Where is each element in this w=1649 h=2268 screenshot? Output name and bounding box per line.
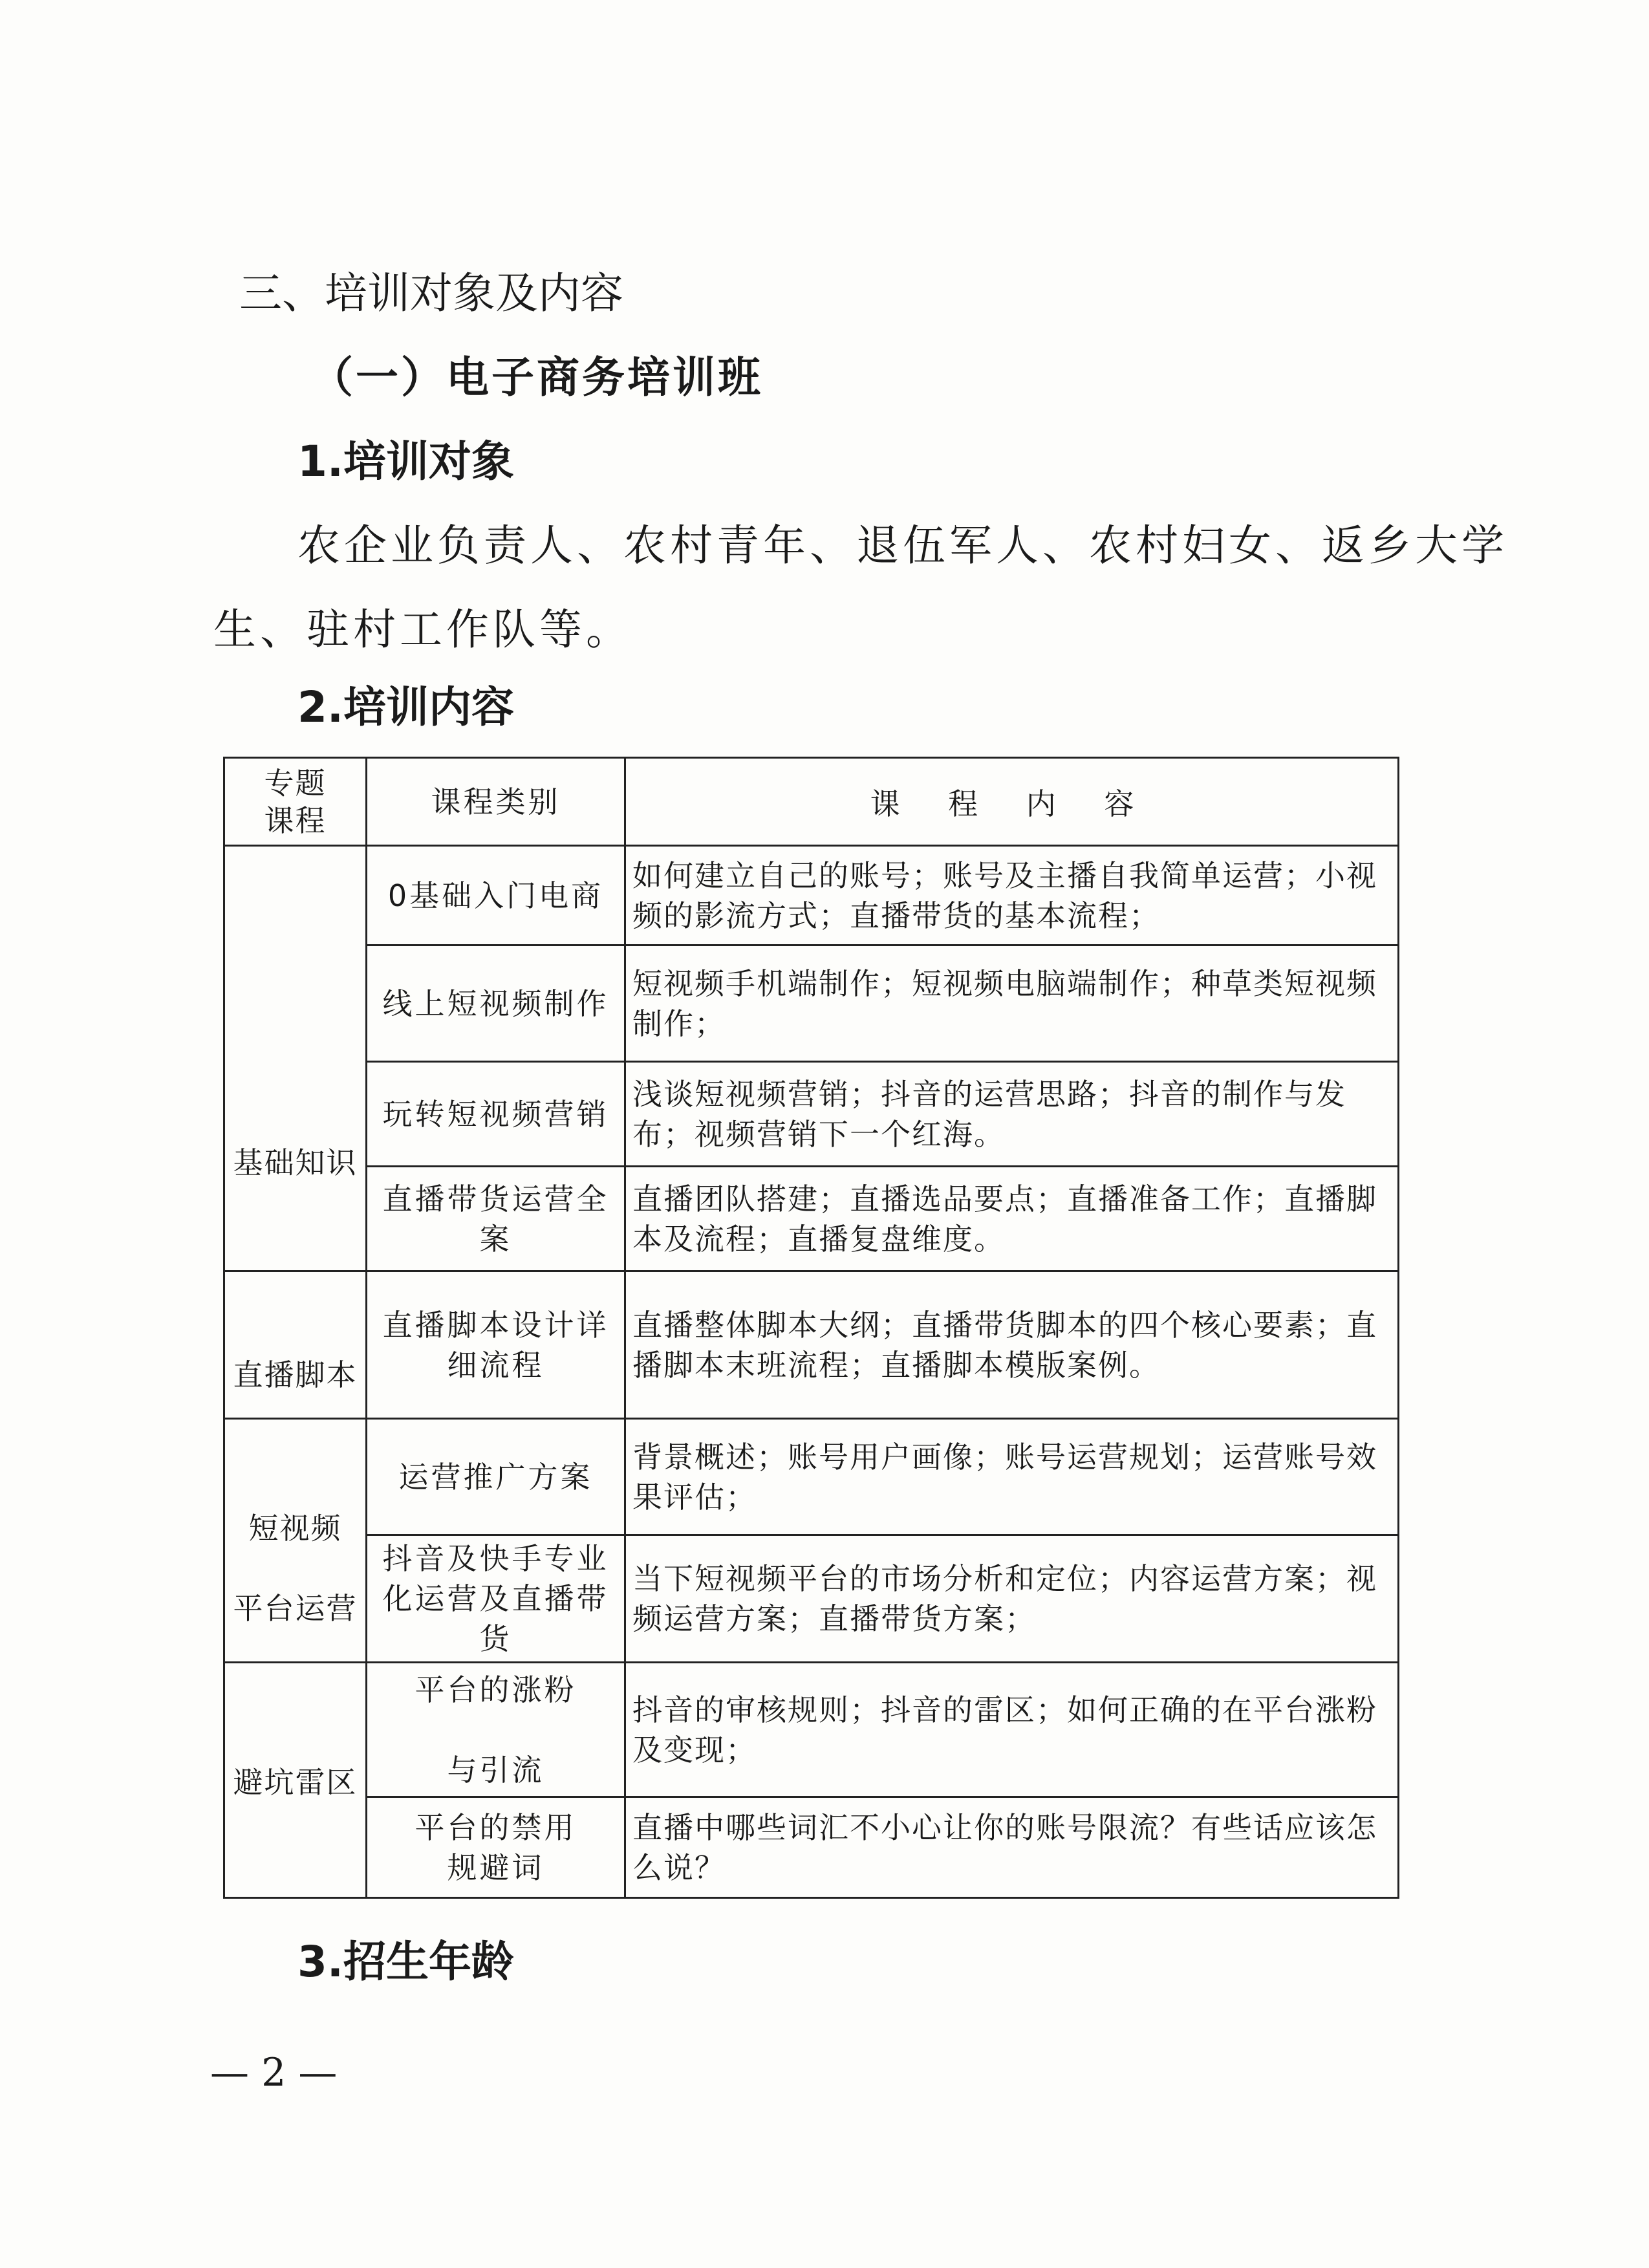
topic-cell: 短视频 平台运营 [224,1419,367,1663]
category-cell: 线上短视频制作 [367,945,625,1062]
category-cell: 0基础入门电商 [367,846,625,945]
table-row [224,1271,1399,1419]
category-cell: 平台的禁用 规避词 [367,1797,625,1898]
table-row [224,1062,1399,1167]
content-cell: 直播整体脚本大纲；直播带货脚本的四个核心要素；直播脚本末班流程；直播脚本模版案例。 [625,1271,1399,1419]
header-topic: 专题 课程 [224,758,367,846]
header-category: 课程类别 [367,758,625,846]
item1-title: 1.培训对象 [297,437,514,486]
subsection-title: （一）电子商务培训班 [310,352,763,402]
table-row [224,945,1399,1062]
item3-title: 3.招生年龄 [297,1937,514,1987]
page-number: — 2 — [210,2050,338,2095]
category-cell: 直播脚本设计详细流程 [367,1271,625,1419]
content-cell: 背景概述；账号用户画像；账号运营规划；运营账号效果评估； [625,1419,1399,1535]
topic-cell: 避坑雷区 [224,1663,367,1898]
category-cell: 运营推广方案 [367,1419,625,1535]
content-cell: 直播团队搭建；直播选品要点；直播准备工作；直播脚本及流程；直播复盘维度。 [625,1167,1399,1271]
content-cell: 当下短视频平台的市场分析和定位；内容运营方案；视频运营方案；直播带货方案； [625,1535,1399,1663]
table-row [224,846,1399,945]
table-row [224,1535,1399,1663]
category-cell: 直播带货运营全案 [367,1167,625,1271]
table-row [224,1419,1399,1535]
course-table [223,757,1399,1899]
section-title: 三、培训对象及内容 [239,268,623,318]
item1-text-line2: 生、驻村工作队等。 [213,605,632,654]
table-header-row [224,758,1399,846]
category-cell: 玩转短视频营销 [367,1062,625,1167]
table-row [224,1663,1399,1797]
item2-title: 2.培训内容 [297,682,514,732]
topic-cell: 基础知识 [224,846,367,1271]
table-row [224,1167,1399,1271]
header-content: 课 程 内 容 [625,758,1399,846]
content-cell: 直播中哪些词汇不小心让你的账号限流？有些话应该怎么说？ [625,1797,1399,1898]
category-cell: 平台的涨粉 与引流 [367,1663,625,1797]
item1-text-line1: 农企业负责人、农村青年、退伍军人、农村妇女、返乡大学 [297,521,1508,570]
content-cell: 如何建立自己的账号；账号及主播自我简单运营；小视频的影流方式；直播带货的基本流程； [625,846,1399,945]
category-cell: 抖音及快手专业化运营及直播带货 [367,1535,625,1663]
content-cell: 浅谈短视频营销；抖音的运营思路；抖音的制作与发布；视频营销下一个红海。 [625,1062,1399,1167]
content-cell: 抖音的审核规则；抖音的雷区；如何正确的在平台涨粉及变现； [625,1663,1399,1797]
content-cell: 短视频手机端制作；短视频电脑端制作；种草类短视频制作； [625,945,1399,1062]
table-row [224,1797,1399,1898]
topic-cell: 直播脚本 [224,1271,367,1419]
